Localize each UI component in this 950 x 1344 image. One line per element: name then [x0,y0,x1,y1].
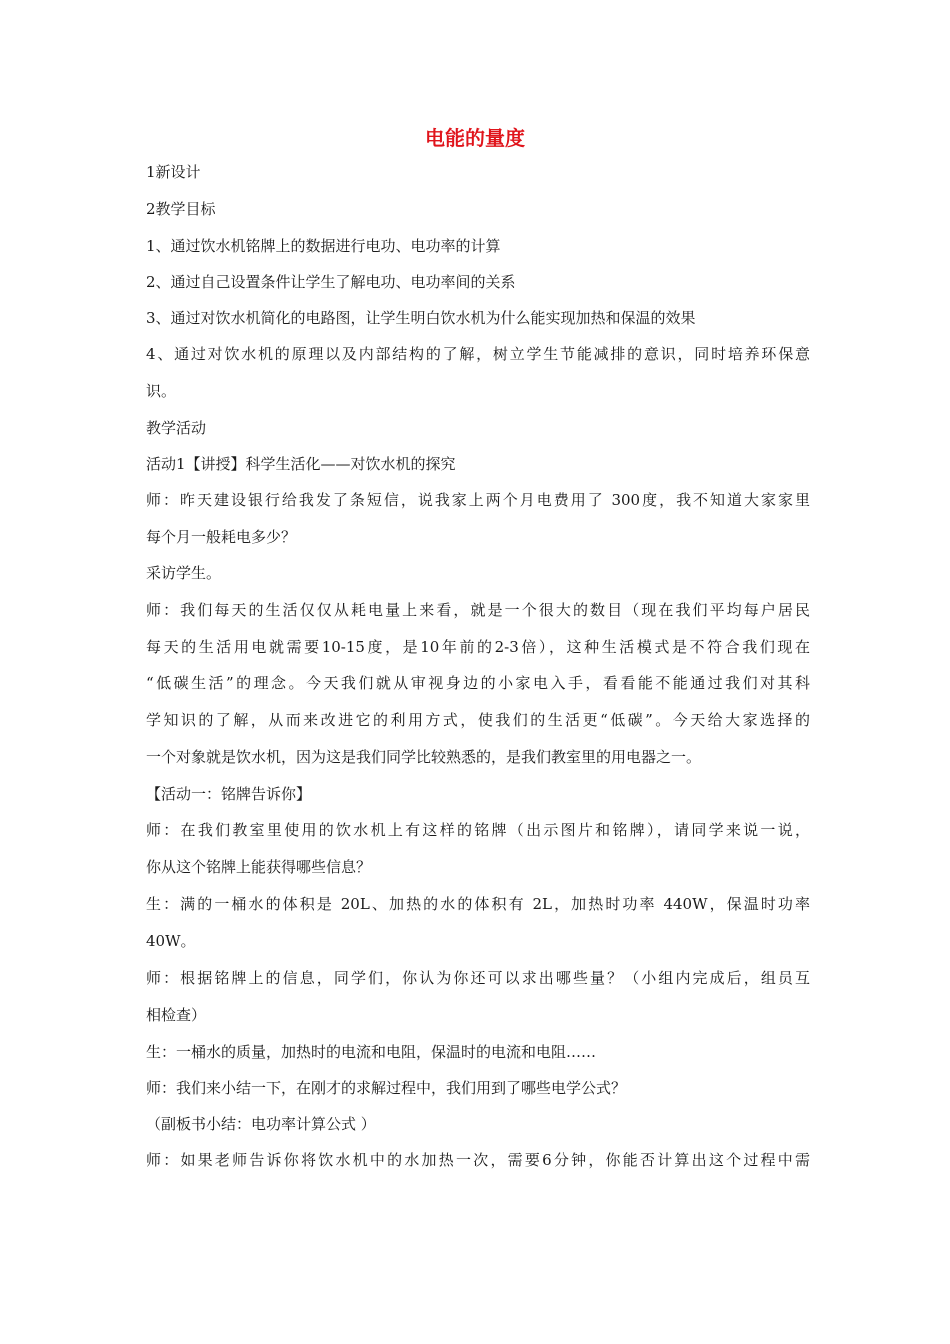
body-line: 每个月一般耗电多少？ [146,528,297,546]
body-line: 生：满的一桶水的体积是 20L、加热的水的体积有 2L，加热时功率 440W，保温时功率 [146,895,810,913]
body-line: 师：在我们教室里使用的饮水机上有这样的铭牌（出示图片和铭牌），请同学来说一说， [146,821,810,839]
body-line: 你从这个铭牌上能获得哪些信息？ [146,858,372,876]
body-line: 3、通过对饮水机简化的电路图，让学生明白饮水机为什么能实现加热和保温的效果 [146,309,696,327]
document-title: 电能的量度 [425,126,525,150]
body-line: 【活动一：铭牌告诉你】 [146,785,312,803]
body-line: 4、通过对饮水机的原理以及内部结构的了解，树立学生节能减排的意识，同时培养环保意 [146,345,810,363]
body-line: 学知识的了解，从而来改进它的利用方式，使我们的生活更“低碳”。今天给大家选择的 [146,711,810,729]
body-line: 1新设计 [146,163,201,181]
body-line: 师：我们来小结一下，在刚才的求解过程中，我们用到了哪些电学公式？ [146,1079,627,1097]
body-line: 教学活动 [146,419,207,437]
body-line: 每天的生活用电就需要10-15度，是10年前的2-3倍），这种生活模式是不符合我们现在 [146,638,810,656]
body-line: 40W。 [146,932,196,950]
body-line: 1、通过饮水机铭牌上的数据进行电功、电功率的计算 [146,237,501,255]
body-line: 师：昨天建设银行给我发了条短信，说我家上两个月电费用了 300度，我不知道大家家里 [146,491,810,509]
body-line: 相检查） [146,1006,207,1024]
body-line: “低碳生活”的理念。今天我们就从审视身边的小家电入手，看看能不能通过我们对其科 [146,674,810,692]
body-line: （副板书小结：电功率计算公式 ） [146,1115,376,1133]
body-line: 2教学目标 [146,200,216,218]
body-line: 识。 [146,382,177,400]
body-line: 师：如果老师告诉你将饮水机中的水加热一次，需要6分钟，你能否计算出这个过程中需 [146,1151,810,1169]
body-line: 活动1【讲授】科学生活化——对饮水机的探究 [146,455,456,473]
body-line: 一个对象就是饮水机，因为这是我们同学比较熟悉的，是我们教室里的用电器之一。 [146,748,702,766]
body-line: 生：一桶水的质量，加热时的电流和电阻，保温时的电流和电阻…… [146,1043,597,1061]
body-line: 师：根据铭牌上的信息，同学们，你认为你还可以求出哪些量？（小组内完成后，组员互 [146,969,810,987]
body-line: 2、通过自己设置条件让学生了解电功、电功率间的关系 [146,273,516,291]
body-line: 采访学生。 [146,564,222,582]
body-line: 师：我们每天的生活仅仅从耗电量上来看，就是一个很大的数目（现在我们平均每户居民 [146,601,810,619]
